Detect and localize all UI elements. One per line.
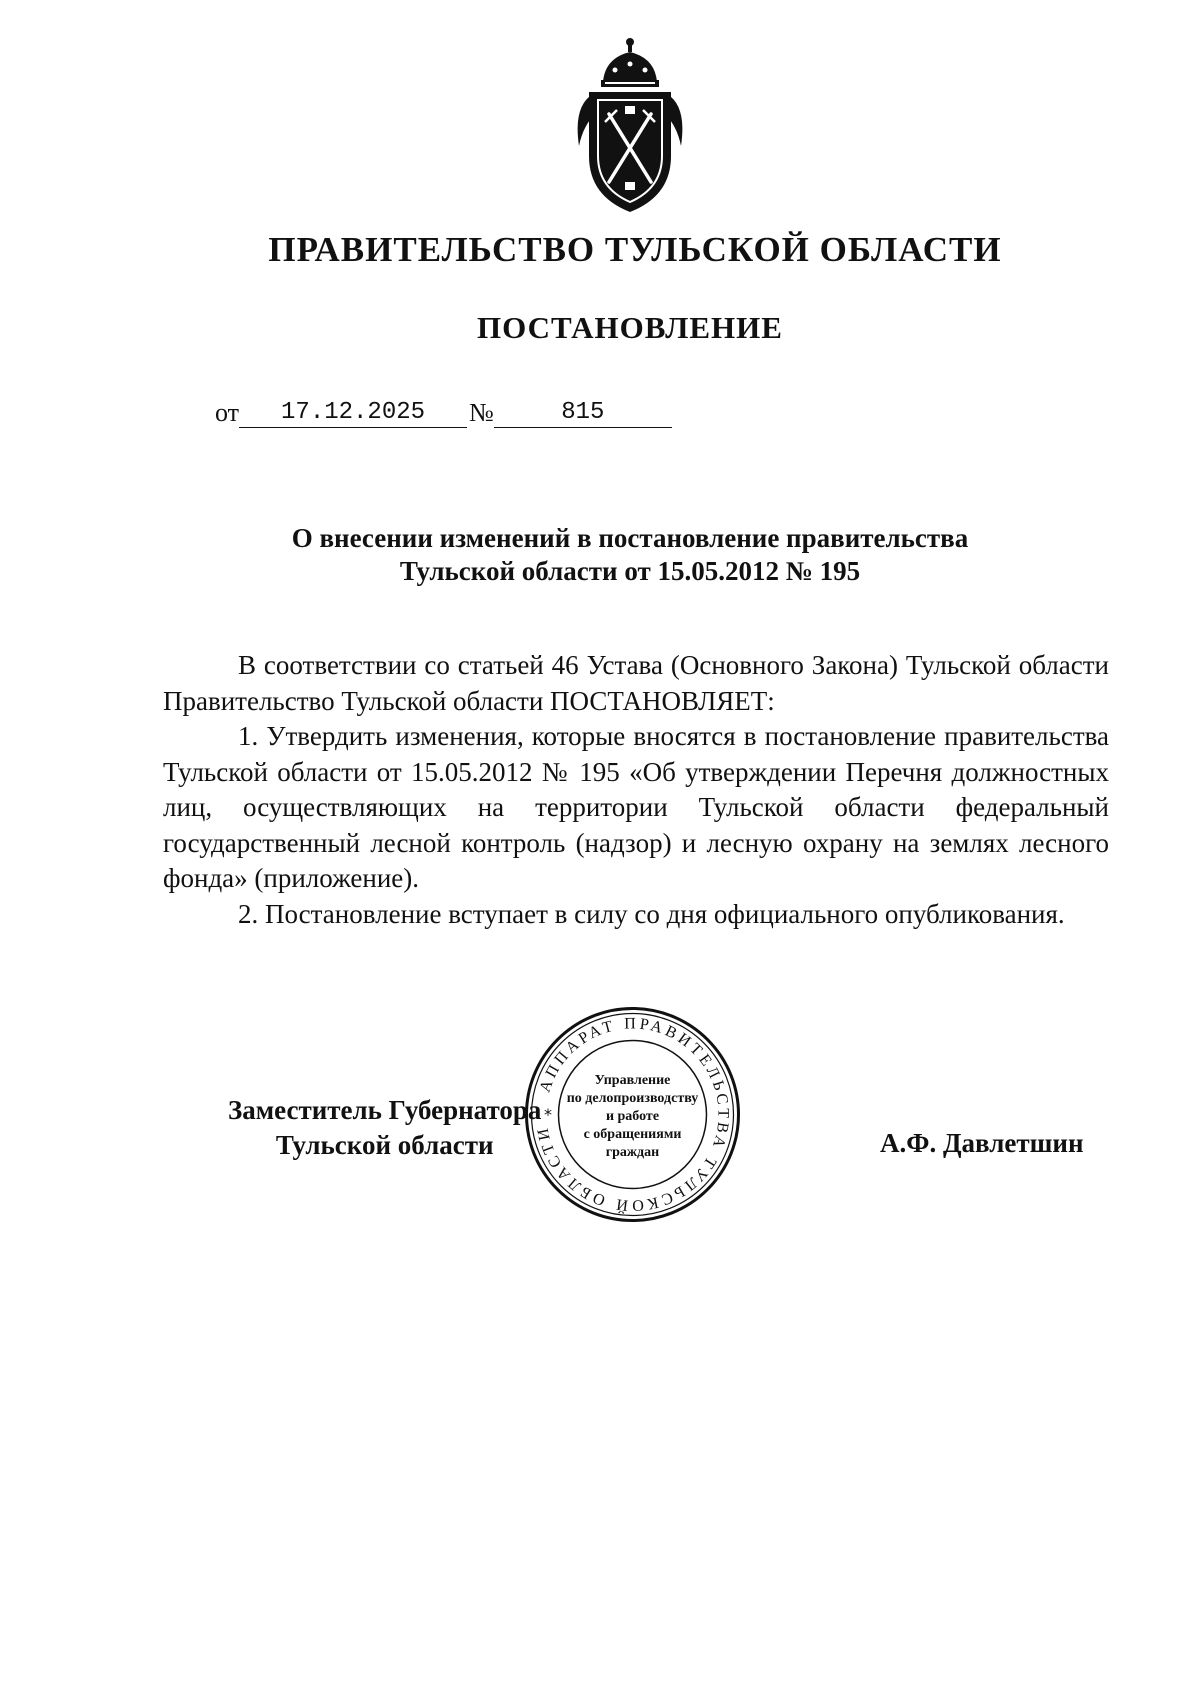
subject-line-1: О внесении изменений в постановление правительства <box>291 523 969 553</box>
document-subject <box>250 522 1010 588</box>
official-stamp <box>520 1002 745 1227</box>
document-type: ПОСТАНОВЛЕНИЕ <box>477 310 783 345</box>
signatory-position <box>228 1093 541 1163</box>
position-line-2: Тульской области <box>275 1130 494 1160</box>
subject-line-2: Тульской области от 15.05.2012 № 195 <box>399 556 861 586</box>
stamp-outer-text: АППАРАТ ПРАВИТЕЛЬСТВА ТУЛЬСКОЙ ОБЛАСТИ <box>534 1015 732 1214</box>
stamp-line-5: граждан <box>605 1145 660 1160</box>
stamp-line-3: и работе <box>605 1109 660 1124</box>
signatory-name: А.Ф. Давлетшин <box>880 1128 1084 1158</box>
item-1-paragraph: 1. Утвердить изменения, которые вносятся в постановление правительства Тульской области от 15.05.2012 № 195 «Об утверждении Перечня должностных лиц, осуществляющих на территории Тульской области федеральный государственный лесной контроль (надзор) и лесную охрану на землях лесного фонда» (приложение). <box>163 721 1109 893</box>
stamp-line-4: с обращениями <box>583 1127 682 1142</box>
preamble-paragraph: В соответствии со статьей 46 Устава (Основного Закона) Тульской области Правительство Тульской области ПОСТАНОВЛЯЕТ: <box>163 650 1109 716</box>
document-date: 17.12.2025 <box>239 399 467 428</box>
svg-text:*: * <box>544 1105 552 1124</box>
stamp-line-2: по делопроизводству <box>566 1091 699 1106</box>
position-line-1: Заместитель Губернатора <box>228 1095 542 1125</box>
government-title: ПРАВИТЕЛЬСТВО ТУЛЬСКОЙ ОБЛАСТИ <box>268 230 1002 269</box>
coat-of-arms-emblem <box>565 36 695 216</box>
date-label: от <box>215 398 240 427</box>
registration-line <box>215 398 672 428</box>
number-label: № <box>469 398 494 427</box>
item-2-paragraph: 2. Постановление вступает в силу со дня официального опубликования. <box>238 898 1065 929</box>
document-body <box>163 648 1109 932</box>
document-number: 815 <box>494 399 672 428</box>
stamp-line-1: Управление <box>594 1073 671 1088</box>
